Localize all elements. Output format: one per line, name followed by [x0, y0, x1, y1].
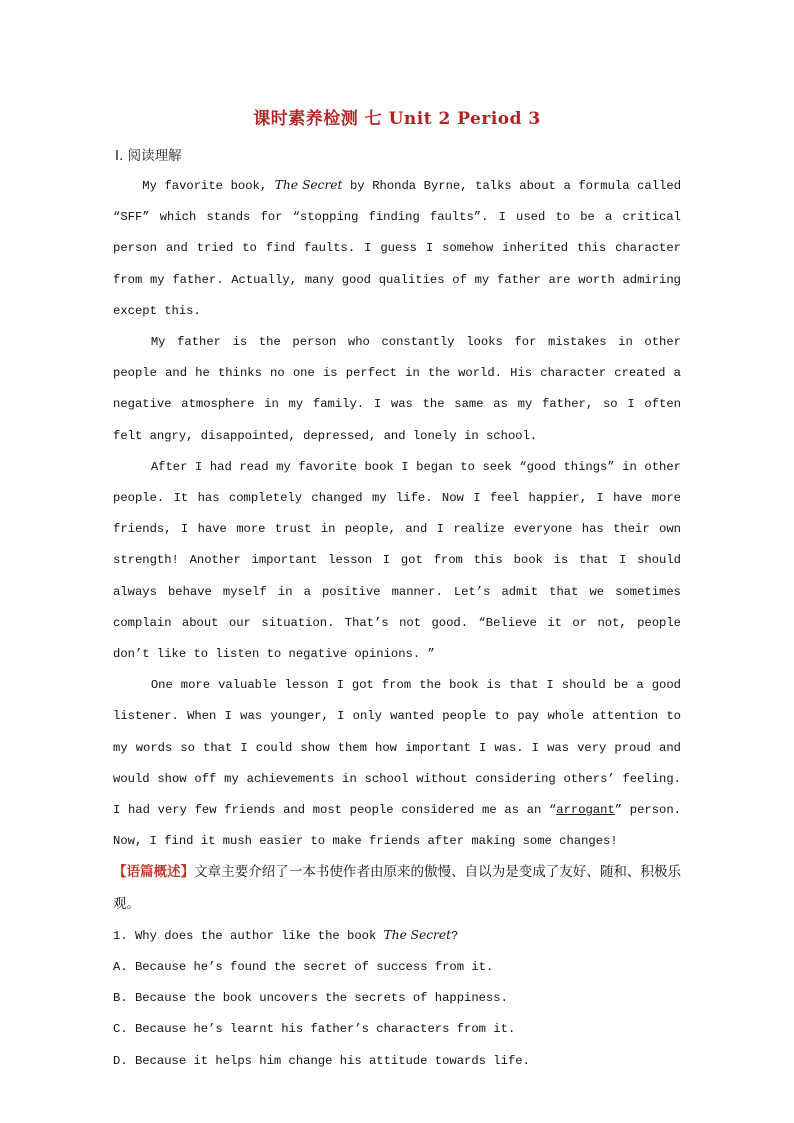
question-text: 1. Why does the author like the book — [113, 928, 384, 943]
underlined-word: arrogant — [556, 803, 615, 818]
paragraph-text: One more valuable lesson I got from the book is that I should be a good listener. When I was younger, I only wanted people to pay whole attention to my words so that I could show them how important I was. I was very proud and would show off my achievements in school without considering others’ feeling. I had very few friends and most people considered me as an “ — [113, 678, 681, 818]
section-heading: Ⅰ. 阅读理解 — [115, 148, 182, 164]
question-1 — [113, 920, 681, 952]
summary-tag: 【语篇概述】 — [113, 864, 195, 881]
summary-text: 文章主要介绍了一本书使作者由原来的傲慢、自以为是变成了友好、随和、积极乐观。 — [113, 864, 682, 912]
passage-paragraph-2: My father is the person who constantly looks for mistakes in other people and he thinks no one is perfect in the world. His character created a negative atmosphere in my family. I was the same as my father, so I often felt angry, disappointed, depressed, and lonely in school. — [113, 335, 681, 443]
passage-paragraph-3: After I had read my favorite book I began to seek “good things” in other people. It has completely changed my life. Now I feel happier, I have more friends, I have more trust in people, and I realize everyone has their own strength! Another important lesson I got from this book is that I should always behave myself in a positive manner. Let’s admit that we sometimes complain about our situation. That’s not good. “Believe it or not, people don’t like to listen to negative opinions. ” — [113, 459, 681, 662]
book-title: The Secret — [383, 927, 451, 942]
option-a: A. Because he’s found the secret of success from it. — [113, 960, 494, 975]
book-title: The Secret — [274, 178, 343, 192]
paragraph-text: by Rhonda Byrne, talks about a formula called “SFF” which stands for “stopping finding faults”. I used to be a critical person and tried to find faults. I guess I somehow inherited this character from my father. Actually, many good qualities of my father are worth admiring except this. — [113, 179, 682, 318]
reading-passage — [113, 170, 681, 1077]
option-d: D. Because it helps him change his attitude towards life. — [113, 1053, 530, 1068]
passage-paragraph-4 — [113, 670, 681, 857]
question-text: ? — [451, 928, 459, 943]
passage-paragraph-1 — [113, 170, 681, 327]
paragraph-text: ” person. Now, I find it mush easier to make friends after making some changes! — [113, 803, 681, 849]
passage-summary — [113, 857, 681, 919]
option-c: C. Because he’s learnt his father’s characters from it. — [113, 1022, 516, 1037]
page-title: 课时素养检测 七 Unit 2 Period 3 — [253, 109, 541, 129]
paragraph-text: My favorite book, — [142, 179, 275, 193]
option-b: B. Because the book uncovers the secrets of happiness. — [113, 991, 508, 1006]
